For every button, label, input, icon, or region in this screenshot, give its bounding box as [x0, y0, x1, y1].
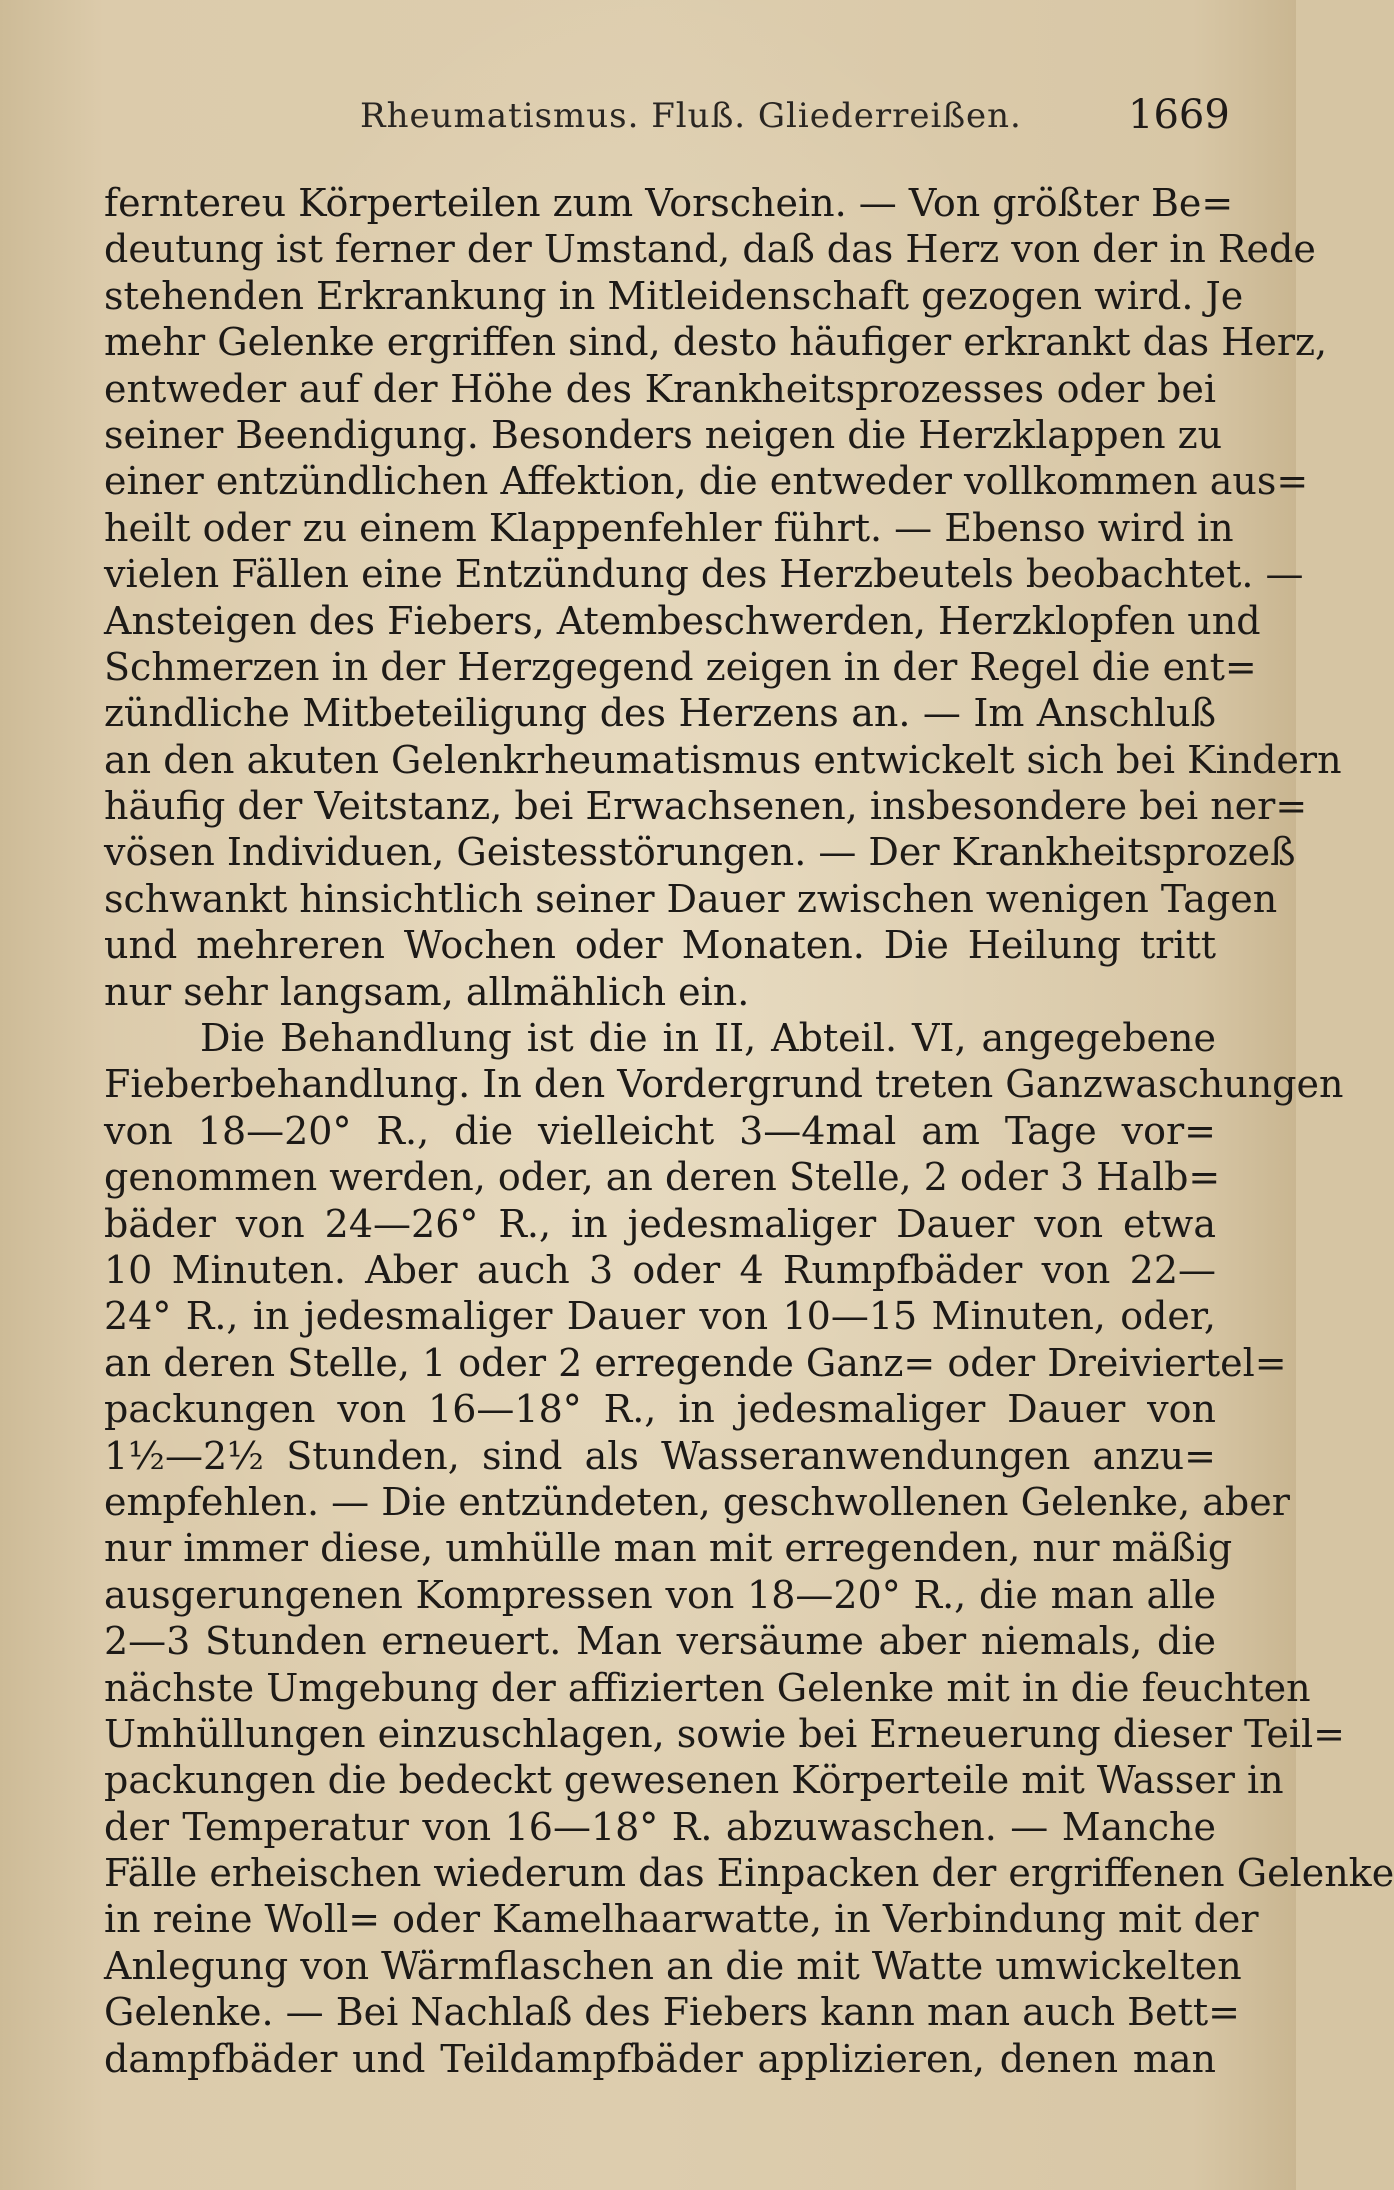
- page-header: [0, 92, 1296, 142]
- text-line: Fieberbehandlung. In den Vordergrund treten Ganzwaschungen: [104, 1062, 1344, 1107]
- text-line: nur immer diese, umhülle man mit erregenden, nur mäßig: [104, 1526, 1233, 1571]
- text-line: in reine Woll= oder Kamelhaarwatte, in Verbindung mit der: [104, 1897, 1259, 1942]
- text-line: nächste Umgebung der affizierten Gelenke mit in die feuchten: [104, 1665, 1311, 1710]
- text-line: empfehlen. — Die entzündeten, geschwollenen Gelenke, aber: [104, 1479, 1290, 1524]
- text-line: heilt oder zu einem Klappenfehler führt. — Ebenso wird in: [104, 505, 1234, 550]
- text-line: ferntereu Körperteilen zum Vorschein. — Von größter Be=: [104, 181, 1234, 225]
- text-line: einer entzündlichen Affektion, die entweder vollkommen aus=: [104, 459, 1309, 504]
- text-line: Fälle erheischen wiederum das Einpacken der ergriffenen Gelenke: [104, 1851, 1394, 1896]
- text-line: ausgerungenen Kompressen von 18—20° R., die man alle: [104, 1572, 1216, 1617]
- text-line: Anlegung von Wärmflaschen an die mit Watte umwickelten: [104, 1943, 1242, 1988]
- page-number: 1669: [1128, 92, 1230, 138]
- body-text: [104, 180, 1394, 2082]
- text-line: Gelenke. — Bei Nachlaß des Fiebers kann man auch Bett=: [104, 1990, 1240, 2035]
- text-line: und mehreren Wochen oder Monaten. Die Heilung tritt: [104, 923, 1216, 968]
- text-line: mehr Gelenke ergriffen sind, desto häufiger erkrankt das Herz,: [104, 320, 1328, 365]
- text-line: häufig der Veitstanz, bei Erwachsenen, insbesondere bei ner=: [104, 784, 1308, 829]
- text-line: schwankt hinsichtlich seiner Dauer zwischen wenigen Tagen: [104, 876, 1278, 921]
- text-line: entweder auf der Höhe des Krankheitsprozesses oder bei: [104, 366, 1216, 411]
- text-line: deutung ist ferner der Umstand, daß das Herz von der in Rede: [104, 227, 1316, 272]
- text-line: 2—3 Stunden erneuert. Man versäume aber niemals, die: [104, 1619, 1216, 1664]
- text-line: dampfbäder und Teildampfbäder applizieren, denen man: [104, 2036, 1216, 2081]
- paragraph-start-line: Die Behandlung ist die in II, Abteil. VI, angegebene: [200, 1016, 1216, 1061]
- text-line: vielen Fällen eine Entzündung des Herzbeutels beobachtet. —: [104, 552, 1304, 597]
- text-line: an den akuten Gelenkrheumatismus entwickelt sich bei Kindern: [104, 737, 1342, 782]
- text-line: vösen Individuen, Geistesstörungen. — Der Krankheitsprozeß: [104, 830, 1296, 875]
- text-line: Umhüllungen einzuschlagen, sowie bei Erneuerung dieser Teil=: [104, 1711, 1345, 1756]
- text-line: seiner Beendigung. Besonders neigen die Herzklappen zu: [104, 412, 1223, 457]
- text-line: packungen von 16—18° R., in jedesmaliger Dauer von: [104, 1387, 1216, 1432]
- text-line: stehenden Erkrankung in Mitleidenschaft gezogen wird. Je: [104, 273, 1244, 318]
- text-line: zündliche Mitbeteiligung des Herzens an. — Im Anschluß: [104, 691, 1216, 736]
- text-line: packungen die bedeckt gewesenen Körperteile mit Wasser in: [104, 1758, 1284, 1803]
- text-line: 24° R., in jedesmaliger Dauer von 10—15 Minuten, oder,: [104, 1294, 1216, 1339]
- running-head: Rheumatismus. Fluß. Gliederreißen.: [360, 96, 1022, 136]
- text-line: Schmerzen in der Herzgegend zeigen in der Regel die ent=: [104, 644, 1257, 689]
- text-line: bäder von 24—26° R., in jedesmaliger Dauer von etwa: [104, 1201, 1216, 1246]
- text-line: von 18—20° R., die vielleicht 3—4mal am Tage vor=: [104, 1108, 1216, 1153]
- text-line: Ansteigen des Fiebers, Atembeschwerden, Herzklopfen und: [104, 598, 1261, 643]
- paragraph-end-line: nur sehr langsam, allmählich ein.: [104, 969, 750, 1014]
- text-line: der Temperatur von 16—18° R. abzuwaschen. — Manche: [104, 1804, 1216, 1849]
- text-line: 1½—2½ Stunden, sind als Wasseranwendungen anzu=: [104, 1433, 1216, 1478]
- text-line: an deren Stelle, 1 oder 2 erregende Ganz= oder Dreiviertel=: [104, 1340, 1287, 1385]
- text-line: 10 Minuten. Aber auch 3 oder 4 Rumpfbäder von 22—: [104, 1247, 1216, 1292]
- text-line: genommen werden, oder, an deren Stelle, 2 oder 3 Halb=: [104, 1155, 1221, 1200]
